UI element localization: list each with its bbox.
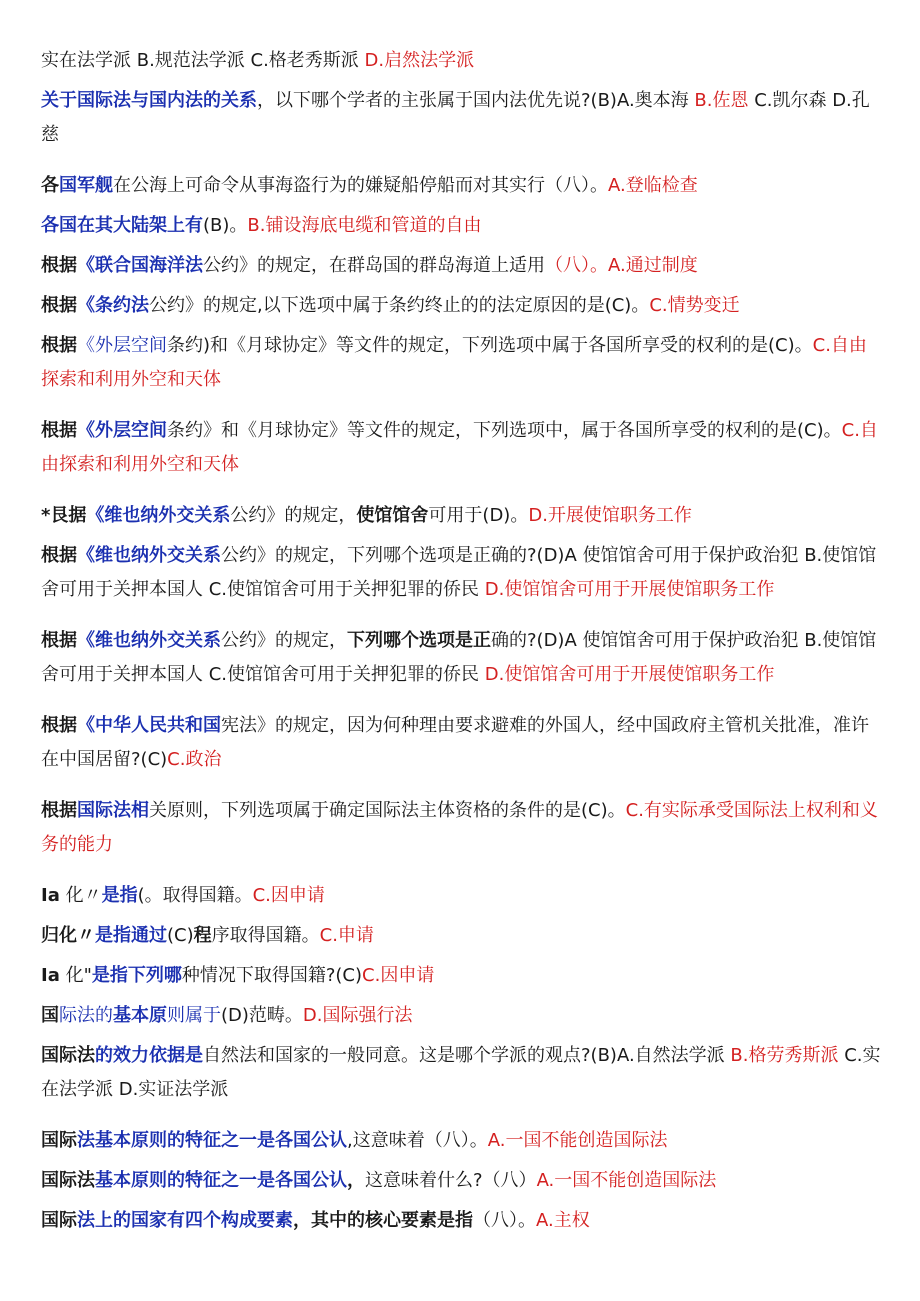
question-text: 国际 (41, 1130, 77, 1151)
question-item (41, 879, 883, 913)
answer-text: C.有实际承受国际法上权利和义务的能力 (41, 800, 878, 855)
question-text: 条约)和《月球协定》等文件的规定，下列选项中属于各国所享受的权利的是(C)。 (167, 335, 813, 356)
question-text: 宪法》的规定，因为何种理由要求避难的外国人，经中国政府主管机关批准，准许在中国居留?(C) (41, 715, 869, 770)
question-text: ，以下哪个学者的主张属于国内法优先说?(B)A.奥本海 (257, 90, 695, 111)
answer-text: D.使馆馆舍可用于开展使馆职务工作 (484, 664, 775, 685)
answer-text: A.一国不能创造国际法 (487, 1130, 668, 1151)
answer-text: A.一国不能创造国际法 (536, 1170, 717, 1191)
question-text: 法基本原则的特征之一是各国公认 (77, 1130, 347, 1151)
question-text: 公约》的规定， (230, 505, 357, 526)
question-text: 确的?(D)A 使馆馆舍可用于保护政治犯 B.使馆馆舍可用于关押本国人 C.使馆馆舍可用于关押犯罪的侨民 (41, 630, 877, 685)
question-text: 际法的 (59, 1005, 113, 1026)
answer-text: C.因申请 (252, 885, 325, 906)
question-list (41, 44, 883, 1244)
question-text: 根据 (41, 630, 77, 651)
question-text: 基本原 (113, 1005, 167, 1026)
question-text: 条约》和《月球协定》等文件的规定，下列选项中，属于各国所享受的权利的是(C)。 (167, 420, 842, 441)
question-text: 国际法相 (77, 800, 149, 821)
question-text: 则属于 (167, 1005, 221, 1026)
question-text: 《维也纳外交关系 (77, 545, 221, 566)
answer-text: C.因申请 (362, 965, 435, 986)
answer-text: D.启然法学派 (364, 50, 475, 71)
question-item (41, 999, 883, 1033)
question-text: 在公海上可命令从事海盗行为的嫌疑船停船而对其实行（八）。 (113, 175, 608, 196)
question-text: *艮据 (41, 505, 87, 526)
question-item (41, 539, 883, 607)
question-text: 关原则，下列选项属于确定国际法主体资格的条件的是(C)。 (149, 800, 626, 821)
question-text: 归化〃 (41, 925, 95, 946)
question-text: 各 (41, 175, 59, 196)
question-item (41, 249, 883, 283)
question-item (41, 1039, 883, 1107)
question-text: 《外层空间 (77, 420, 167, 441)
answer-text: （八）。A.通过制度 (545, 255, 698, 276)
question-text: 使馆馆舍 (356, 505, 429, 526)
question-item (41, 169, 883, 203)
question-item (41, 329, 883, 397)
question-text: 各国在其大陆架上有 (41, 215, 203, 236)
question-item (41, 794, 883, 862)
question-text: 序取得国籍。 (211, 925, 320, 946)
question-text: 基本原则的特征之一是各国公认 (95, 1170, 347, 1191)
question-item (41, 1164, 883, 1198)
question-text: 公约》的规定，下列哪个选项是正确的?(D)A 使馆馆舍可用于保护政治犯 B.使馆馆舍可用于关押本国人 C.使馆馆舍可用于关押犯罪的侨民 (41, 545, 877, 600)
question-text: Ia (41, 965, 60, 986)
question-text: C.实在法学派 D.实证法学派 (41, 1045, 881, 1100)
question-text: 化〃 (59, 885, 102, 906)
question-item (41, 959, 883, 993)
question-text: 国 (41, 1005, 59, 1026)
question-text: Ia (41, 885, 60, 906)
question-item (41, 624, 883, 692)
question-text: 国际法 (41, 1045, 95, 1066)
question-text: 根据 (41, 715, 77, 736)
question-text: （八）。 (473, 1210, 536, 1231)
question-text: 是指下列哪 (91, 965, 182, 986)
question-item (41, 499, 883, 533)
question-text: 可用于(D)。 (428, 505, 529, 526)
answer-text: A.登临检查 (608, 175, 698, 196)
question-text: 根据 (41, 420, 77, 441)
question-text: 《维也纳外交关系 (86, 505, 231, 526)
question-item (41, 919, 883, 953)
question-text: (C) (167, 925, 194, 946)
question-item (41, 1124, 883, 1158)
answer-text: D.开展使馆职务工作 (528, 505, 692, 526)
question-item (41, 414, 883, 482)
answer-text: D.使馆馆舍可用于开展使馆职务工作 (484, 579, 775, 600)
answer-text: C.政治 (167, 749, 222, 770)
answer-text: B.铺设海底电缆和管道的自由 (247, 215, 482, 236)
question-text: 公约》的规定,以下选项中属于条约终止的的法定原因的是(C)。 (149, 295, 650, 316)
question-text: 法上的国家有四个构成要素 (77, 1210, 293, 1231)
question-text: 《外层空间 (77, 335, 167, 356)
answer-text: C.自由探索和利用外空和天体 (41, 335, 867, 390)
question-item (41, 209, 883, 243)
question-text: 实在法学派 B.规范法学派 C.格老秀斯派 (41, 50, 365, 71)
question-text: 的效力依据是 (95, 1045, 203, 1066)
question-text: 根据 (41, 335, 77, 356)
question-text: 化" (59, 965, 92, 986)
question-text: (B)。 (203, 215, 248, 236)
question-text: 公约》的规定， (221, 630, 347, 651)
question-text: 《联合国海洋法 (77, 255, 203, 276)
answer-text: B.格劳秀斯派 (730, 1045, 839, 1066)
answer-text: A.主权 (536, 1210, 590, 1231)
question-text: 根据 (41, 800, 77, 821)
question-text: 自然法和国家的一般同意。这是哪个学派的观点?(B)A.自然法学派 (203, 1045, 731, 1066)
question-text: C.凯尔森 D.孔慈 (41, 90, 870, 145)
question-text: 关于国际法与国内法的关系 (41, 90, 257, 111)
question-text: (D)范畴。 (221, 1005, 303, 1026)
question-text: (。取得国籍。 (137, 885, 253, 906)
question-item (41, 44, 883, 78)
question-text: 根据 (41, 295, 77, 316)
answer-text: D.国际强行法 (302, 1005, 413, 1026)
question-text: 是指通过 (95, 925, 167, 946)
question-text: 根据 (41, 545, 77, 566)
question-text: 国军舰 (59, 175, 113, 196)
question-text: 程 (193, 925, 212, 946)
answer-text: C.情势变迁 (649, 295, 740, 316)
question-text: 国际法 (41, 1170, 95, 1191)
answer-text: C.申请 (319, 925, 374, 946)
question-item (41, 1204, 883, 1238)
question-text: 根据 (41, 255, 77, 276)
question-text: 这意味着什么?（八） (365, 1170, 537, 1191)
question-text: 国际 (41, 1210, 77, 1231)
question-text: ， (347, 1170, 365, 1191)
answer-text: B.佐恩 (694, 90, 749, 111)
answer-text: C.自由探索和利用外空和天体 (41, 420, 878, 475)
question-text: 《条约法 (77, 295, 149, 316)
question-text: 《维也纳外交关系 (77, 630, 221, 651)
question-text: ，其中的核心要素是指 (293, 1210, 473, 1231)
question-text: 公约》的规定，在群岛国的群岛海道上适用 (203, 255, 545, 276)
question-text: 《中华人民共和国 (77, 715, 221, 736)
question-text: 是指 (101, 885, 138, 906)
question-text: 下列哪个选项是正 (347, 630, 491, 651)
question-item (41, 709, 883, 777)
question-item (41, 84, 883, 152)
question-text: ,这意味着（八）。 (347, 1130, 488, 1151)
question-text: 种情况下取得国籍?(C) (181, 965, 363, 986)
question-item (41, 289, 883, 323)
